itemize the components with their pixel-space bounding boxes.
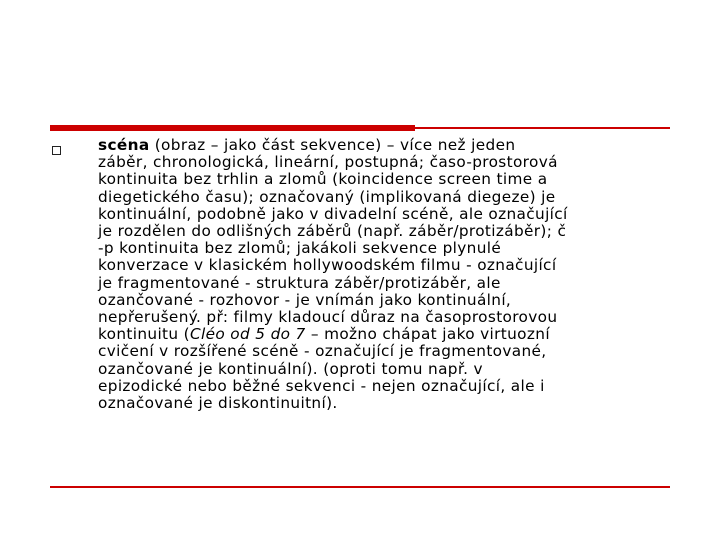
text-line-2: záběr, chronologická, lineární, postupná; časo-prostorová (98, 153, 558, 172)
text-line-7: -p kontinuita bez zlomů; jakákoli sekvence plynulé (98, 239, 502, 258)
text-line-9: je fragmentované - struktura záběr/protizáběr, ale (98, 273, 501, 292)
text-line-11: nepřerušený. př: filmy kladoucí důraz na časoprostorovou (98, 308, 558, 327)
film-title: Cléo od 5 do 7 (189, 325, 306, 344)
text-line-5: kontinuální, podobně jako v divadelní scéně, ale označující (98, 204, 568, 223)
text-line-4: diegetického času); označovaný (implikovaná diegeze) je (98, 187, 556, 206)
bottom-accent-line (50, 486, 670, 488)
text-line-13: cvičení v rozšířené scéně - označující je fragmentované, (98, 342, 547, 361)
text-line-3: kontinuita bez trhlin a zlomů (koincidence screen time a (98, 170, 548, 189)
text-line-12: kontinuitu (Cléo od 5 do 7 – možno chápat jako virtuozní (98, 325, 550, 344)
text-line-1: scéna (obraz – jako část sekvence) – více než jeden (98, 136, 516, 154)
term-scena: scéna (98, 136, 150, 154)
text-line-16: označované je diskontinuitní). (98, 394, 338, 413)
text-line-8: konverzace v klasickém hollywoodském filmu - označující (98, 256, 557, 275)
top-accent-bar (50, 125, 415, 131)
text-line-10: ozančované - rozhovor - je vnímán jako kontinuální, (98, 290, 512, 309)
text-line-15: epizodické nebo běžné sekvenci - nejen označující, ale i (98, 376, 545, 395)
text-line-14: ozančované je kontinuální). (oproti tomu např. v (98, 359, 483, 378)
text-line-6: je rozdělen do odlišných záběrů (např. záběr/protizáběr); č (98, 222, 567, 241)
slide-body-text (98, 137, 673, 412)
top-accent-line (415, 127, 670, 129)
hollow-square-bullet-icon (52, 146, 61, 155)
